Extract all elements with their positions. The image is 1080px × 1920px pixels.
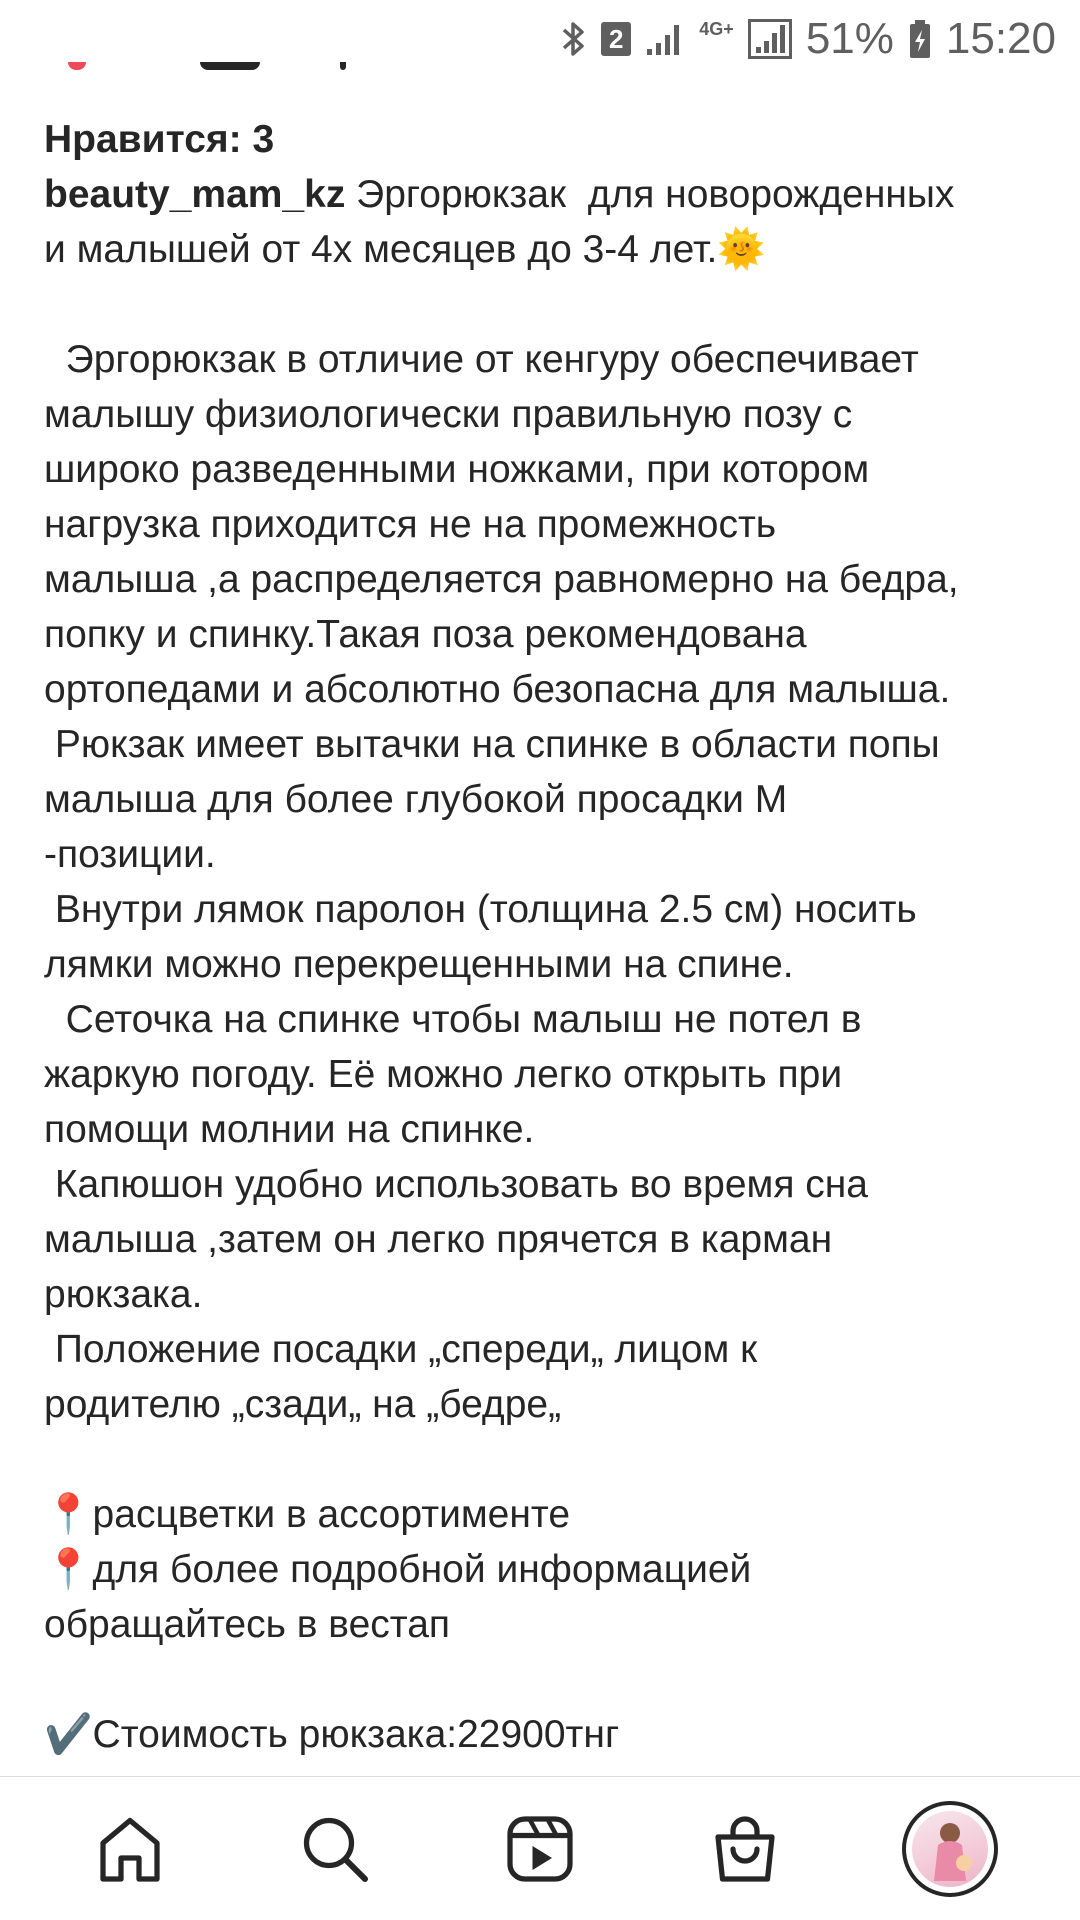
avatar-image [912,1811,988,1887]
battery-charging-icon [908,19,932,59]
signal-strength-icon-2 [748,19,792,59]
reels-icon[interactable] [485,1794,595,1904]
clock: 15:20 [945,14,1056,63]
cropped-action-row [50,58,370,78]
battery-percent: 51% [805,14,894,63]
search-icon[interactable] [280,1794,390,1904]
network-type-label: 4G+ [699,18,734,39]
signal-strength-icon [645,21,685,57]
post-caption [44,167,1044,1762]
sim-slot-badge: 2 [601,22,631,56]
post-username[interactable]: beauty_mam_kz [44,173,346,216]
post-content [44,112,1044,1762]
bottom-navigation [0,1777,1080,1920]
avatar-ring [902,1801,998,1897]
bluetooth-icon [561,19,587,59]
like-icon-cropped [68,62,86,70]
caption-text: Эргорюкзак для новорожденных и малышей от 4х месяцев до 3-4 лет.🌞 Эргорюкзак в отличие от кенгуру обеспечивает малышу физиологически правильную позу с широко разведенными ножками, при котором нагрузка приходится не на промежность малыша ,а распределяется равномерно на бедра, попку и спинку.Такая поза рекомендована ортопедами и абсолютно безопасна для малыша. Рюкзак имеет вытачки на спинке в области попы малыша для более глубокой просадки М -позиции. Внутри лямок паролон (толщина 2.5 см) носить лямки можно перекрещенными на спине. Сеточка на спинке чтобы малыш не потел в жаркую погоду. Её можно легко открыть при помощи молнии на спинке. Капюшон удобно использовать во время сна малыша ,затем он легко прячется в карман рюкзака. Положение посадки „спереди„ лицом к родителю „сзади„ на „бедре„ 📍расцветки в ассортименте 📍для более подробной информацией обращайтесь в вестап ✔️Стоимость рюкзака:22900тнг [44,173,959,1756]
comment-icon-cropped [200,62,260,70]
home-icon[interactable] [75,1794,185,1904]
shopping-bag-icon[interactable] [690,1794,800,1904]
profile-avatar[interactable] [895,1794,1005,1904]
share-icon-cropped [340,62,346,70]
likes-count[interactable]: Нравится: 3 [44,118,275,161]
